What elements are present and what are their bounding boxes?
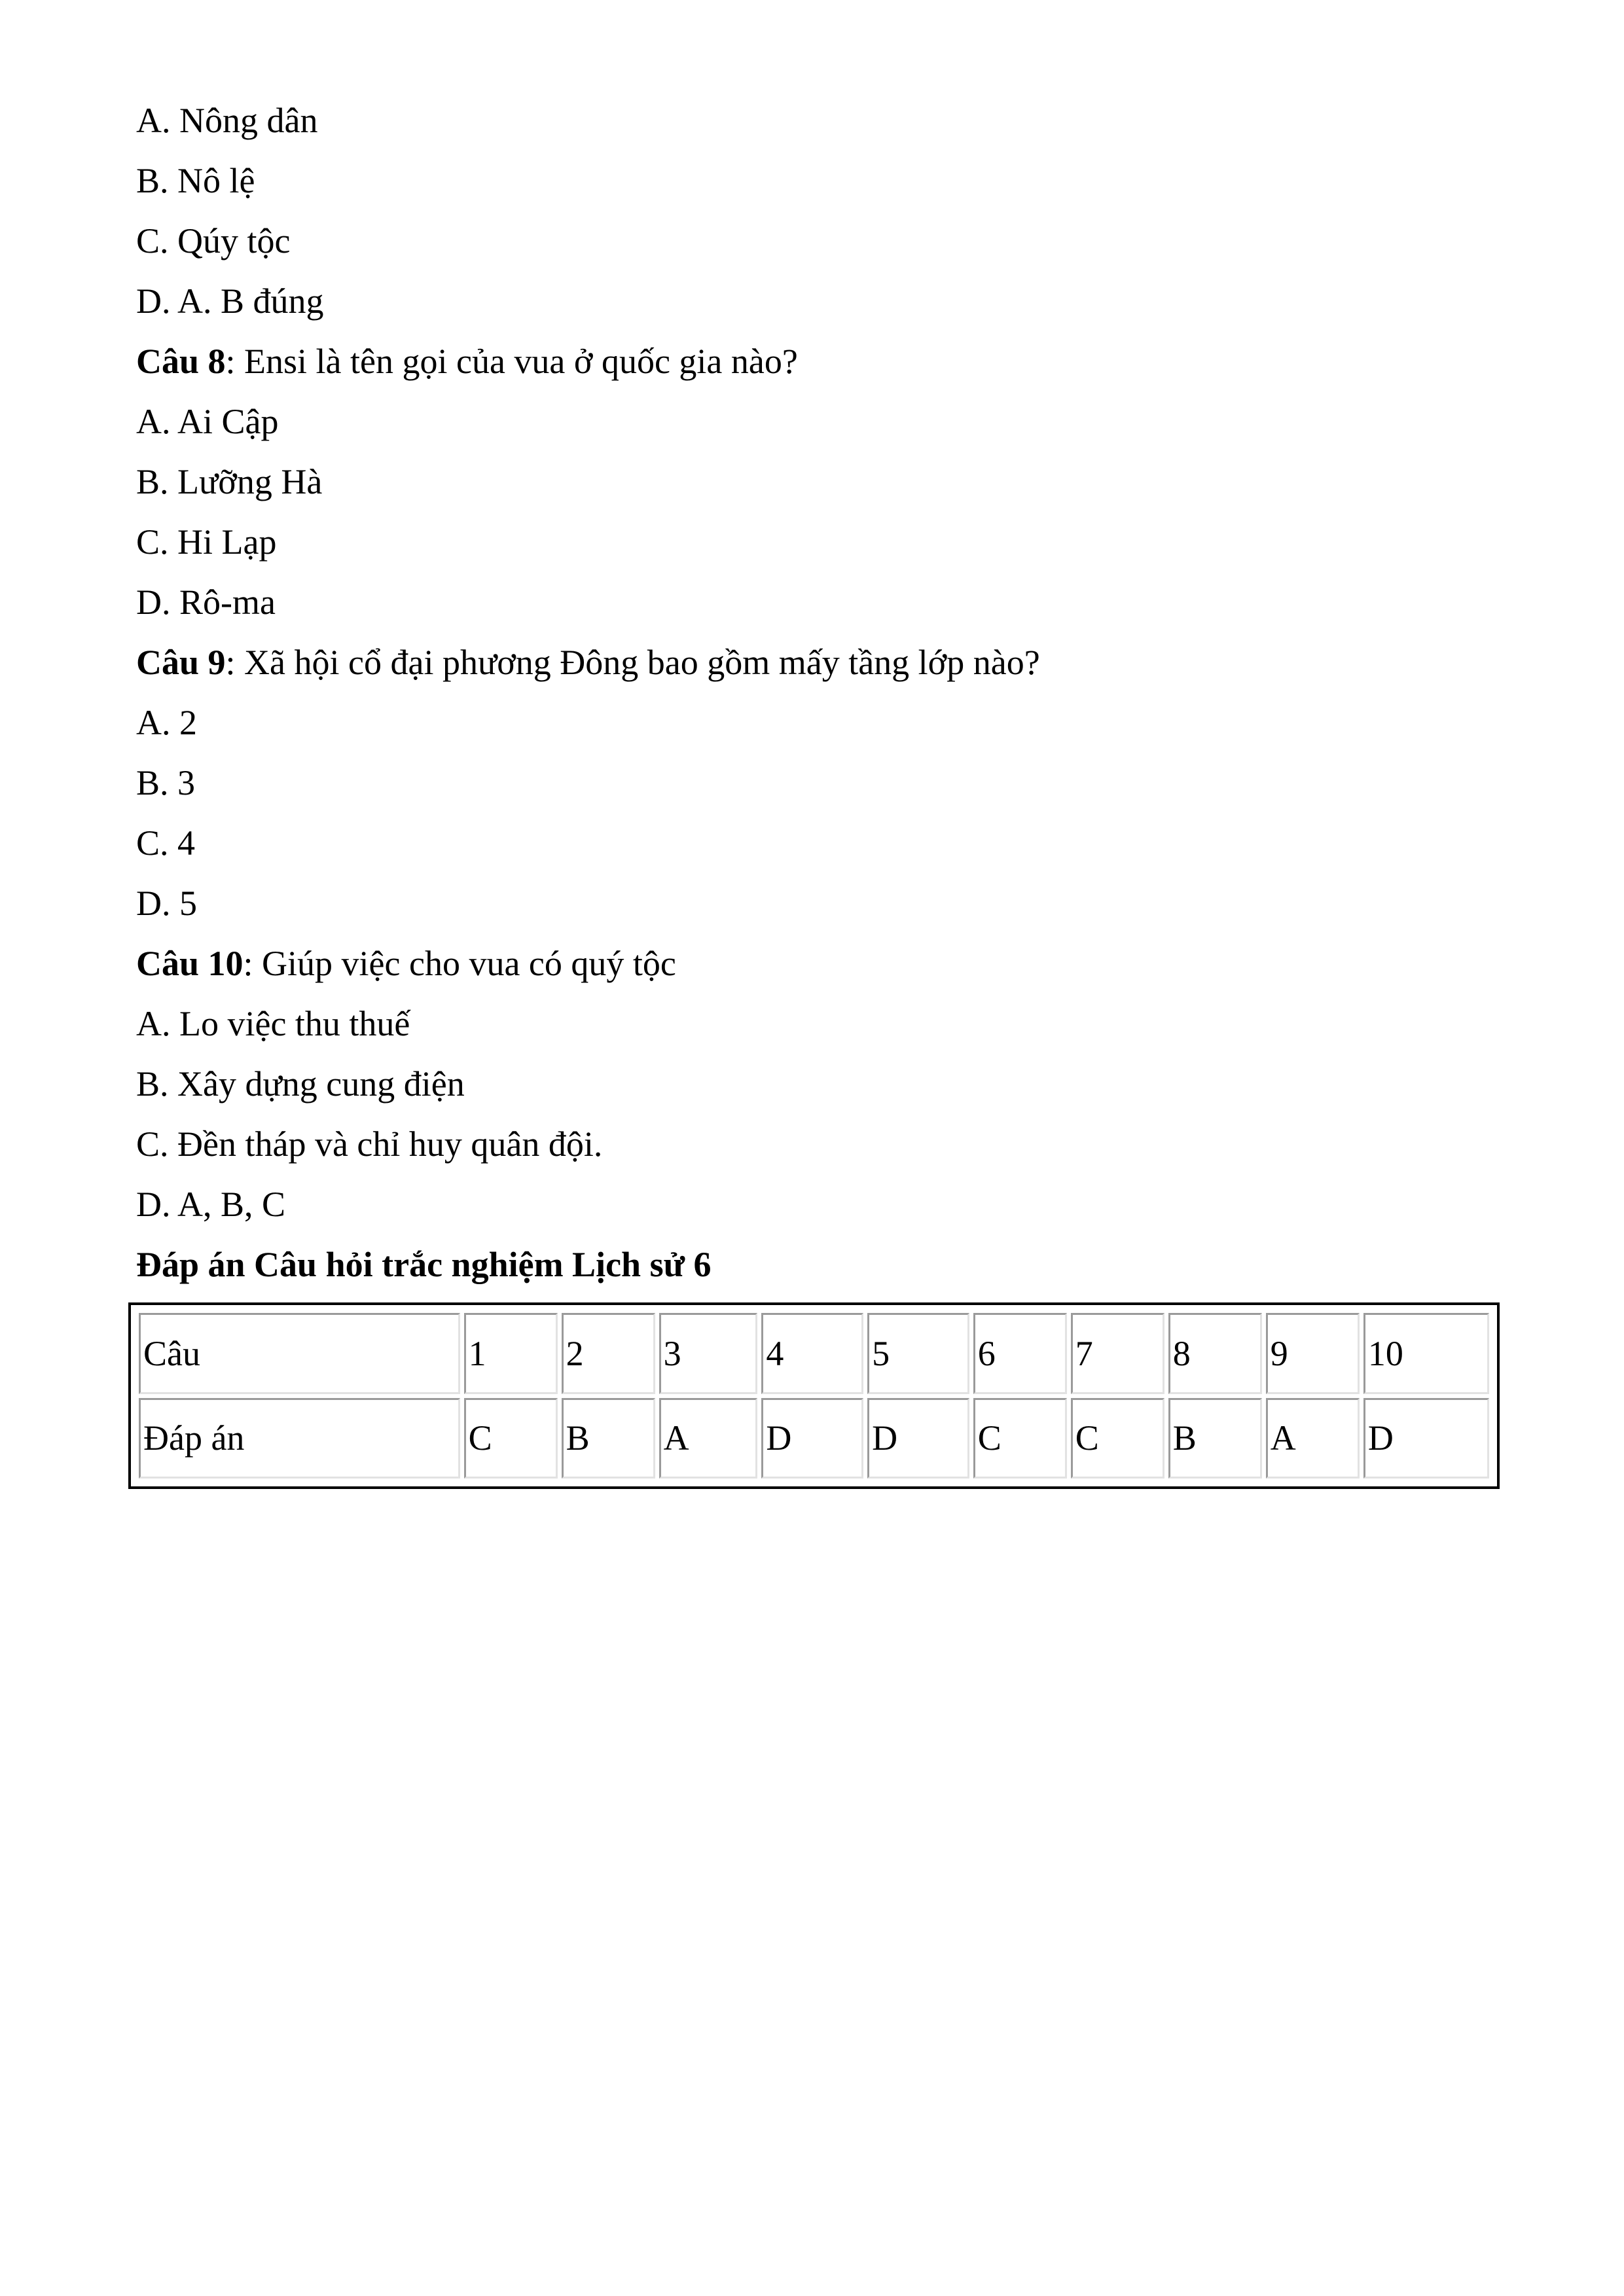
q8-label: Câu 8 [136, 342, 226, 381]
q9-option-b: B. 3 [136, 763, 196, 802]
q7-option-a: A. Nông dân [136, 101, 318, 140]
question-number-cell: 6 [973, 1313, 1067, 1394]
q8-option-b: B. Lưỡng Hà [136, 462, 323, 501]
q9-label: Câu 9 [136, 643, 226, 682]
q9-text: : Xã hội cổ đại phương Đông bao gồm mấy tầng lớp nào? [225, 643, 1040, 682]
answer-row [139, 1398, 1489, 1479]
q7-option-c: C. Qúy tộc [136, 221, 291, 260]
q8-option-a: A. Ai Cập [136, 402, 279, 441]
question-number-cell: 10 [1363, 1313, 1489, 1394]
q9-option-a: A. 2 [136, 703, 197, 742]
question-row-label: Câu [139, 1313, 460, 1394]
question-number-cell: 5 [867, 1313, 969, 1394]
q10-option-b: B. Xây dựng cung điện [136, 1064, 465, 1103]
q10-option-a: A. Lo việc thu thuế [136, 1004, 410, 1043]
answer-cell: C [1071, 1398, 1164, 1479]
question-number-cell: 2 [562, 1313, 655, 1394]
answer-key-table [128, 1302, 1500, 1489]
answer-cell: D [867, 1398, 969, 1479]
q8-question [136, 331, 798, 391]
q7-option-d: D. A. B đúng [136, 281, 324, 321]
question-number-cell: 9 [1266, 1313, 1360, 1394]
q10-option-d: D. A, B, C [136, 1185, 286, 1224]
question-number-row [139, 1313, 1489, 1394]
question-number-cell: 1 [464, 1313, 558, 1394]
answer-cell: C [464, 1398, 558, 1479]
answer-cell: A [1266, 1398, 1360, 1479]
answer-cell: A [659, 1398, 758, 1479]
q8-option-c: C. Hi Lạp [136, 522, 277, 562]
question-number-cell: 4 [761, 1313, 863, 1394]
answer-cell: D [761, 1398, 863, 1479]
answer-cell: C [973, 1398, 1067, 1479]
answer-cell: B [1168, 1398, 1262, 1479]
answer-key-heading: Đáp án Câu hỏi trắc nghiệm Lịch sử 6 [136, 1245, 712, 1284]
answer-cell: B [562, 1398, 655, 1479]
answer-row-label: Đáp án [139, 1398, 460, 1479]
q9-option-c: C. 4 [136, 823, 196, 863]
question-number-cell: 8 [1168, 1313, 1262, 1394]
q9-option-d: D. 5 [136, 884, 197, 923]
q10-option-c: C. Đền tháp và chỉ huy quân đội. [136, 1124, 603, 1164]
q8-option-d: D. Rô-ma [136, 583, 276, 622]
question-number-cell: 7 [1071, 1313, 1164, 1394]
question-number-cell: 3 [659, 1313, 758, 1394]
q10-text: : Giúp việc cho vua có quý tộc [243, 944, 676, 983]
answer-cell: D [1363, 1398, 1489, 1479]
q10-label: Câu 10 [136, 944, 244, 983]
q9-question [136, 632, 1040, 692]
q7-option-b: B. Nô lệ [136, 161, 255, 200]
q8-text: : Ensi là tên gọi của vua ở quốc gia nào? [225, 342, 798, 381]
q10-question [136, 933, 676, 994]
